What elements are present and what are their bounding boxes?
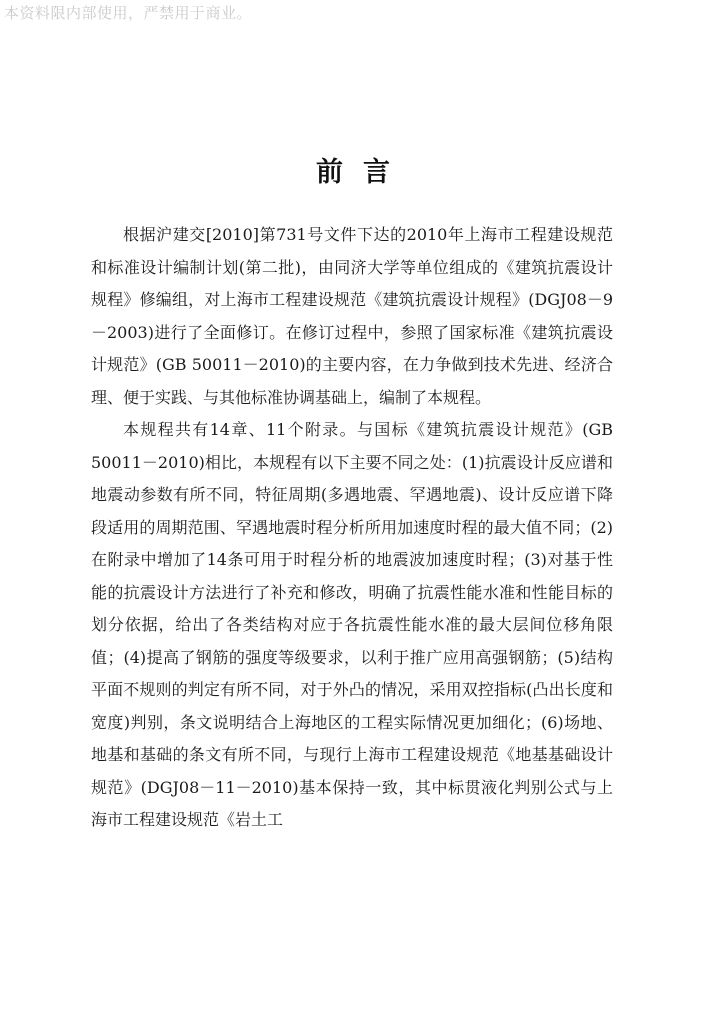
paragraph-1: 根据沪建交[2010]第731号文件下达的2010年上海市工程建设规范和标准设计编制计划(第二批)，由同济大学等单位组成的《建筑抗震设计规程》修编组，对上海市工程建设规范《建筑抗震设计规程》(DGJ08－9－2003)进行了全面修订。在修订过程中，参照了国家标准《建筑抗震设计规范》(GB 50011－2010)的主要内容，在力争做到技术先进、经济合理、便于实践、与其他标准协调基础上，编制了本规程。 xyxy=(91,225,613,407)
page-title: 前言 xyxy=(316,157,410,188)
paragraph-2: 本规程共有14章、11个附录。与国标《建筑抗震设计规范》(GB 50011－2010)相比，本规程有以下主要不同之处：(1)抗震设计反应谱和地震动参数有所不同，特征周期(多遇地震、罕遇地震)、设计反应谱下降段适用的周期范围、罕遇地震时程分析所用加速度时程的最大值不同；(2)在附录中增加了14条可用于时程分析的地震波加速度时程；(3)对基于性能的抗震设计方法进行了补充和修改，明确了抗震性能水准和性能目标的划分依据，给出了各类结构对应于各抗震性能水准的最大层间位移角限值；(4)提高了钢筋的强度等级要求，以利于推广应用高强钢筋；(5)结构平面不规则的判定有所不同，对于外凸的情况，采用双控指标(凸出长度和宽度)判别，条文说明结合上海地区的工程实际情况更加细化；(6)场地、地基和基础的条文有所不同，与现行上海市工程建设规范《地基基础设计规范》(DGJ08－11－2010)基本保持一致，其中标贯液化判别公式与上海市工程建设规范《岩土工 xyxy=(91,420,613,829)
document-body xyxy=(91,219,613,837)
watermark-text: 本资料限内部使用，严禁用于商业。 xyxy=(4,4,253,22)
